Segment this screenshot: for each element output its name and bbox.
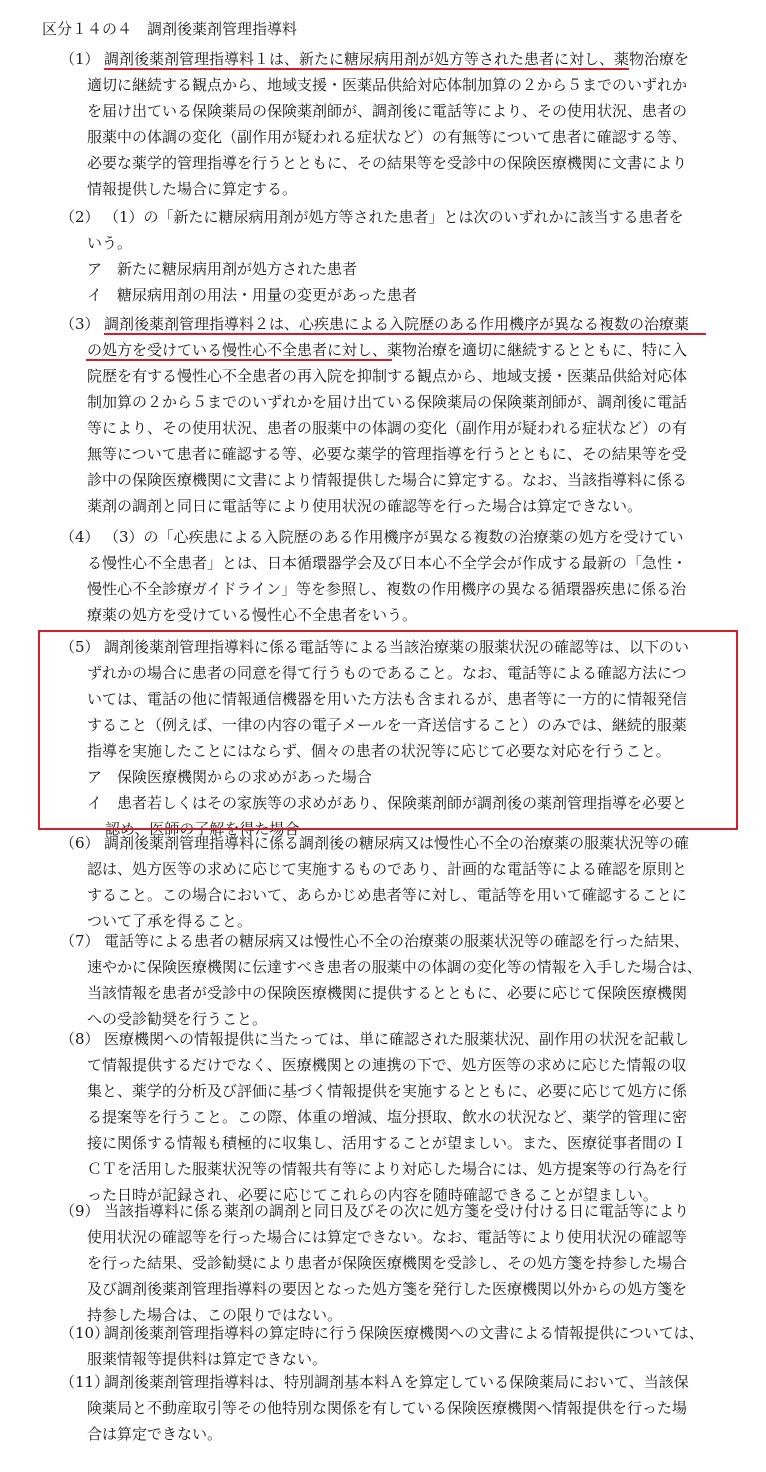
item-text-line: 集と、薬学的分析及び評価に基づく情報提供を実施するとともに、必要に応じて処方に係 <box>87 1082 688 1100</box>
item-text-line: 服薬中の体調の変化（副作用が疑われる症状など）の有無等について患者に確認する等、 <box>87 128 687 146</box>
item-text-line: 制加算の２から５までのいずれかを届け出ている保険薬局の保険薬剤師が、調剤後に電話 <box>87 393 688 411</box>
item-number: （2） <box>60 208 100 226</box>
item-text-line: ずれかの場合に患者の同意を得て行うものであること。なお、電話等による確認方法につ <box>87 664 687 682</box>
sub-item: ア 保険医療機関からの求めがあった場合 <box>87 768 372 786</box>
item-8 <box>60 1026 760 1208</box>
item-number: （10） <box>60 1324 110 1342</box>
item-text-line: 院歴を有する慢性心不全患者の再入院を抑制する観点から、地域支援・医薬品供給対応体 <box>87 367 688 385</box>
item-text-line: て情報提供するだけでなく、医療機関との連携の下で、処方医等の求めに応じた情報の収 <box>87 1056 687 1074</box>
item-number: （11） <box>60 1373 110 1391</box>
item-number: （8） <box>60 1030 100 1048</box>
item-text-line: 当該指導料に係る薬剤の調剤と同日及びその次に処方箋を受け付ける日に電話等により <box>104 1202 690 1220</box>
item-9 <box>60 1198 760 1328</box>
sub-item: 認め、医師の了解を得た場合 <box>105 820 300 838</box>
item-text-line: 慢性心不全診療ガイドライン」等を参照し、複数の作用機序の異なる循環器疾患に係る治 <box>87 580 687 598</box>
item-10 <box>60 1320 760 1372</box>
section-heading: 区分１４の４ 調剤後薬剤管理指導料 <box>42 20 298 38</box>
item-text-line: （3）の「心疾患による入院歴のある作用機序が異なる複数の治療薬の処方を受けてい <box>104 528 684 546</box>
item-text-line: 使用状況の確認等を行った場合には算定できない。なお、電話等により使用状況の確認等 <box>87 1228 688 1246</box>
item-text-line: 診中の保険医療機関に文書により情報提供した場合に算定する。なお、当該指導料に係る <box>87 471 688 489</box>
item-text-line: る慢性心不全患者」とは、日本循環器学会及び日本心不全学会が作成する最新の「急性・ <box>87 554 688 572</box>
sub-item: ア 新たに糖尿病用剤が処方された患者 <box>87 260 358 278</box>
item-text-line: 電話等による患者の糖尿病又は慢性心不全の治療薬の服薬状況等の確認を行った結果、 <box>104 932 690 950</box>
item-text-line: の処方を受けている慢性心不全患者に対し、薬物治療を適切に継続するとともに、特に入 <box>87 341 688 359</box>
item-number: （3） <box>60 315 100 333</box>
item-text-line: 調剤後薬剤管理指導料２は、心疾患による入院歴のある作用機序が異なる複数の治療薬 <box>104 315 690 333</box>
item-2 <box>60 204 760 308</box>
item-number: （1） <box>60 50 100 68</box>
item-text-line: いては、電話の他に情報通信機器を用いた方法も含まれるが、患者等に一方的に情報発信 <box>87 690 688 708</box>
item-number: （7） <box>60 932 100 950</box>
item-text-line: 等により、その使用状況、患者の服薬中の体調の変化（副作用が疑われる症状など）の有 <box>87 419 688 437</box>
item-text-line: ついて了承を得ること。 <box>87 912 253 930</box>
underline-annotation <box>104 68 629 70</box>
item-text-line: すること（例えば、一律の内容の電子メールを一斉送信すること）のみでは、継続的服薬 <box>87 716 687 734</box>
item-text-line: 指導を実施したことにはならず、個々の患者の状況等に応じて必要な対応を行うこと。 <box>87 742 671 760</box>
underline-annotation <box>104 333 706 335</box>
item-text-line: 持参した場合は、この限りではない。 <box>87 1306 343 1324</box>
item-text-line: 薬剤の調剤と同日に電話等により使用状況の確認等を行った場合は算定できない。 <box>87 497 643 515</box>
item-text-line: への受診勧奨を行うこと。 <box>87 1010 268 1028</box>
item-text-line: 調剤後薬剤管理指導料１は、新たに糖尿病用剤が処方等された患者に対し、薬物治療を <box>104 50 690 68</box>
item-text-line: 調剤後薬剤管理指導料の算定時に行う保険医療機関への文書による情報提供については、 <box>104 1324 704 1342</box>
sub-item: イ 糖尿病用剤の用法・用量の変更があった患者 <box>87 286 417 304</box>
item-text-line: 合は算定できない。 <box>87 1425 223 1443</box>
item-text-line: ＣＴを活用した服薬状況等の情報共有等により対応した場合には、処方提案等の行為を行 <box>87 1160 688 1178</box>
item-number: （9） <box>60 1202 100 1220</box>
item-text-line: 接に関係する情報も積極的に収集し、活用することが望ましい。また、医療従事者間のＩ <box>87 1134 688 1152</box>
item-text-line: （1）の「新たに糖尿病用剤が処方等された患者」とは次のいずれかに該当する患者を <box>104 208 684 226</box>
item-text-line: る提案等を行うこと。この際、体重の増減、塩分摂取、飲水の状況など、薬学的管理に密 <box>87 1108 688 1126</box>
item-text-line: 認は、処方医等の求めに応じて実施するものであり、計画的な電話等による確認を原則と <box>87 860 688 878</box>
item-text-line: 無等について患者に確認する等、必要な薬学的管理指導を行うとともに、その結果等を受 <box>87 445 687 463</box>
item-text-line: を届け出ている保険薬局の保険薬剤師が、調剤後に電話等により、その使用状況、患者の <box>87 102 688 120</box>
item-text-line: 及び調剤後薬剤管理指導料の要因となった処方箋を発行した医療機関以外からの処方箋を <box>87 1280 688 1298</box>
item-number: （5） <box>60 638 100 656</box>
item-text-line: 当該情報を患者が受診中の保険医療機関に提供するとともに、必要に応じて保険医療機関 <box>87 984 688 1002</box>
item-text-line: 調剤後薬剤管理指導料は、特別調剤基本料Ａを算定している保険薬局において、当該保 <box>104 1373 689 1391</box>
item-text-line: 適切に継続する観点から、地域支援・医薬品供給対応体制加算の２から５までのいずれか <box>87 76 688 94</box>
item-text-line: 調剤後薬剤管理指導料に係る電話等による当該治療薬の服薬状況の確認等は、以下のい <box>104 638 690 656</box>
item-number: （6） <box>60 834 100 852</box>
item-text-line: いう。 <box>87 234 133 252</box>
highlight-box <box>38 630 738 830</box>
item-text-line: 調剤後薬剤管理指導料に係る調剤後の糖尿病又は慢性心不全の治療薬の服薬状況等の確 <box>104 834 690 852</box>
item-text-line: 医療機関への情報提供に当たっては、単に確認された服薬状況、副作用の状況を記載し <box>104 1030 690 1048</box>
item-text-line: すること。この場合において、あらかじめ患者等に対し、電話等を用いて確認することに <box>87 886 687 904</box>
item-4 <box>60 524 760 628</box>
item-6 <box>60 830 760 934</box>
item-11 <box>60 1369 760 1447</box>
item-3 <box>60 311 760 519</box>
sub-item: イ 患者若しくはその家族等の求めがあり、保険薬剤師が調剤後の薬剤管理指導を必要と <box>87 794 688 812</box>
item-text-line: を行った結果、受診勧奨により患者が保険医療機関を受診し、その処方箋を持参した場合 <box>87 1254 688 1272</box>
item-number: （4） <box>60 528 100 546</box>
item-text-line: った日時が記録され、必要に応じてこれらの内容を随時確認できることが望ましい。 <box>87 1186 658 1204</box>
item-7 <box>60 928 760 1032</box>
item-text-line: 険薬局と不動産取引等その他特別な関係を有している保険医療機関へ情報提供を行った場 <box>87 1399 688 1417</box>
item-text-line: 服薬情報等提供料は算定できない。 <box>87 1350 328 1368</box>
item-text-line: 必要な薬学的管理指導を行うとともに、その結果等を受診中の保険医療機関に文書により <box>87 154 688 172</box>
item-text-line: 情報提供した場合に算定する。 <box>87 180 298 198</box>
item-text-line: 速やかに保険医療機関に伝達すべき患者の服薬中の体調の変化等の情報を入手した場合は、 <box>87 958 702 976</box>
item-text-line: 療薬の処方を受けている慢性心不全患者をいう。 <box>87 606 418 624</box>
underline-annotation <box>86 359 392 361</box>
